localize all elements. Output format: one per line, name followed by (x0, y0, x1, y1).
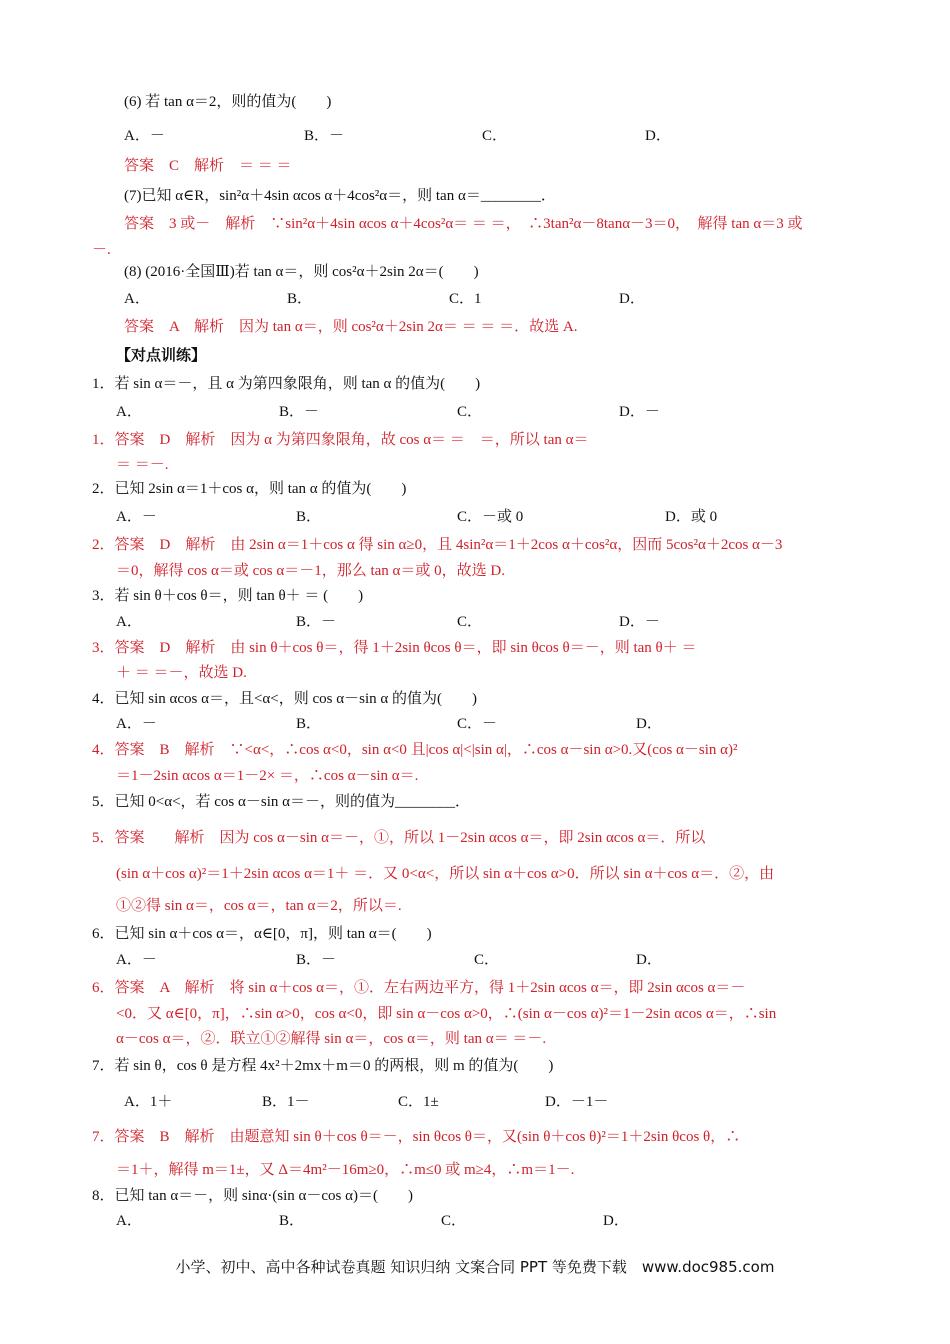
t5-stem: 5．已知 0<α<，若 cos α－sin α＝－，则的值为________． (92, 794, 470, 810)
t7-option-c: C．1± (398, 1094, 439, 1110)
t1-option-d: D．－ (619, 404, 660, 420)
t7-option-d: D．－1－ (545, 1094, 609, 1110)
q6-option-b: B．－ (304, 128, 345, 144)
t1-option-a: A． (116, 404, 142, 420)
t4-option-a: A．－ (116, 716, 157, 732)
t8-option-c: C． (441, 1213, 467, 1229)
page-footer: 小学、初中、高中各种试卷真题 知识归纳 文案合同 PPT 等免费下载 www.doc985.com (175, 1258, 775, 1276)
t5-answer-line1: 5．答案 解析 因为 cos α－sin α＝－，①，所以 1－2sin αcos α＝，即 2sin αcos α＝．所以 (92, 830, 706, 846)
t5-answer-line3: ①②得 sin α＝，cos α＝，tan α＝2，所以＝. (116, 898, 402, 914)
t7-option-b: B．1－ (262, 1094, 310, 1110)
t6-answer-line1: 6．答案 A 解析 将 sin α＋cos α＝，①．左右两边平方，得 1＋2sin αcos α＝，即 2sin αcos α＝－ (92, 980, 746, 996)
q7-stem: (7)已知 α∈R，sin²α＋4sin αcos α＋4cos²α＝，则 tan α＝________． (124, 188, 556, 204)
q8-stem: (8) (2016·全国Ⅲ)若 tan α＝，则 cos²α＋2sin 2α＝( ) (124, 264, 479, 280)
t3-option-c: C． (457, 614, 483, 630)
t3-option-b: B．－ (296, 614, 337, 630)
q6-option-a: A．－ (124, 128, 165, 144)
t6-option-a: A．－ (116, 952, 157, 968)
t4-option-b: B． (296, 716, 322, 732)
t8-option-b: B． (279, 1213, 305, 1229)
t8-option-a: A． (116, 1213, 142, 1229)
t2-option-a: A．－ (116, 509, 157, 525)
t3-option-d: D．－ (619, 614, 660, 630)
q8-answer: 答案 A 解析 因为 tan α＝，则 cos²α＋2sin 2α＝ ＝ ＝ ＝．故选 A. (124, 319, 578, 335)
q6-option-c: C． (482, 128, 508, 144)
t8-stem: 8．已知 tan α＝－，则 sinα·(sin α－cos α)＝( ) (92, 1188, 413, 1204)
t6-option-c: C． (474, 952, 500, 968)
t3-answer-line1: 3．答案 D 解析 由 sin θ＋cos θ＝，得 1＋2sin θcos θ＝，即 sin θcos θ＝－，则 tan θ＋ ＝ (92, 640, 697, 656)
q7-answer-line2: －. (92, 242, 111, 258)
t6-answer-line3: α－cos α＝，②．联立①②解得 sin α＝，cos α＝，则 tan α＝ ＝－. (116, 1031, 547, 1047)
t6-stem: 6．已知 sin α＋cos α＝，α∈[0，π]，则 tan α＝( ) (92, 926, 432, 942)
q8-option-b: B． (287, 291, 313, 307)
t4-option-d: D． (636, 716, 662, 732)
t3-answer-line2: ＋ ＝ ＝－，故选 D. (116, 665, 247, 681)
q7-answer-line1: 答案 3 或－ 解析 ∵sin²α＋4sin αcos α＋4cos²α＝ ＝ ＝， ∴3tan²α－8tanα－3＝0， 解得 tan α＝3 或 (124, 216, 803, 232)
t7-option-a: A．1＋ (124, 1094, 173, 1110)
t3-option-a: A． (116, 614, 142, 630)
t6-option-b: B．－ (296, 952, 337, 968)
t2-option-d: D．或 0 (665, 509, 718, 525)
t2-option-c: C．－或 0 (457, 509, 524, 525)
t2-answer-line2: ＝0，解得 cos α＝或 cos α＝－1，那么 tan α＝或 0，故选 D. (116, 563, 505, 579)
t6-option-d: D． (636, 952, 662, 968)
t2-stem: 2．已知 2sin α＝1＋cos α，则 tan α 的值为( ) (92, 481, 407, 497)
t7-answer-line1: 7．答案 B 解析 由题意知 sin θ＋cos θ＝－，sin θcos θ＝，又(sin θ＋cos θ)²＝1＋2sin θcos θ，∴ (92, 1129, 741, 1145)
t4-answer-line1: 4．答案 B 解析 ∵<α<，∴cos α<0，sin α<0 且|cos α|<|sin α|，∴cos α－sin α>0.又(cos α－sin α)² (92, 742, 738, 758)
t6-answer-line2: <0．又 α∈[0，π]，∴sin α>0，cos α<0，即 sin α－cos α>0，∴(sin α－cos α)²＝1－2sin αcos α＝，∴sin (116, 1006, 777, 1022)
q6-option-d: D． (645, 128, 671, 144)
t1-option-b: B．－ (279, 404, 320, 420)
t7-stem: 7．若 sin θ，cos θ 是方程 4x²＋2mx＋m＝0 的两根，则 m 的值为( ) (92, 1058, 554, 1074)
q6-stem: (6) 若 tan α＝2，则的值为( ) (124, 94, 332, 110)
t4-option-c: C．－ (457, 716, 498, 732)
t1-option-c: C． (457, 404, 483, 420)
t2-option-b: B． (296, 509, 322, 525)
t1-stem: 1．若 sin α＝－，且 α 为第四象限角，则 tan α 的值为( ) (92, 376, 481, 392)
t8-option-d: D． (603, 1213, 629, 1229)
q8-option-c: C．1 (449, 291, 482, 307)
t5-answer-line2: (sin α＋cos α)²＝1＋2sin αcos α＝1＋ ＝．又 0<α<，所以 sin α＋cos α>0．所以 sin α＋cos α＝．②，由 (116, 866, 775, 882)
t4-answer-line2: ＝1－2sin αcos α＝1－2× ＝，∴cos α－sin α＝. (116, 768, 419, 784)
t7-answer-line2: ＝1＋，解得 m＝1±，又 Δ＝4m²－16m≥0，∴m≤0 或 m≥4，∴m＝1－. (116, 1162, 575, 1178)
t1-answer-line2: ＝ ＝－. (116, 457, 169, 473)
t4-stem: 4．已知 sin αcos α＝，且<α<，则 cos α－sin α 的值为( ) (92, 691, 477, 707)
q8-option-d: D． (619, 291, 645, 307)
t3-stem: 3．若 sin θ＋cos θ＝，则 tan θ＋ ＝ ( ) (92, 588, 364, 604)
q8-option-a: A． (124, 291, 150, 307)
section-title: 【对点训练】 (116, 348, 207, 364)
q6-answer: 答案 C 解析 ＝ ＝ ＝ (124, 158, 292, 174)
t2-answer-line1: 2．答案 D 解析 由 2sin α＝1＋cos α 得 sin α≥0，且 4sin²α＝1＋2cos α＋cos²α，因而 5cos²α＋2cos α－3 (92, 537, 783, 553)
t1-answer-line1: 1．答案 D 解析 因为 α 为第四象限角，故 cos α＝ ＝ ＝，所以 tan α＝ (92, 432, 589, 448)
